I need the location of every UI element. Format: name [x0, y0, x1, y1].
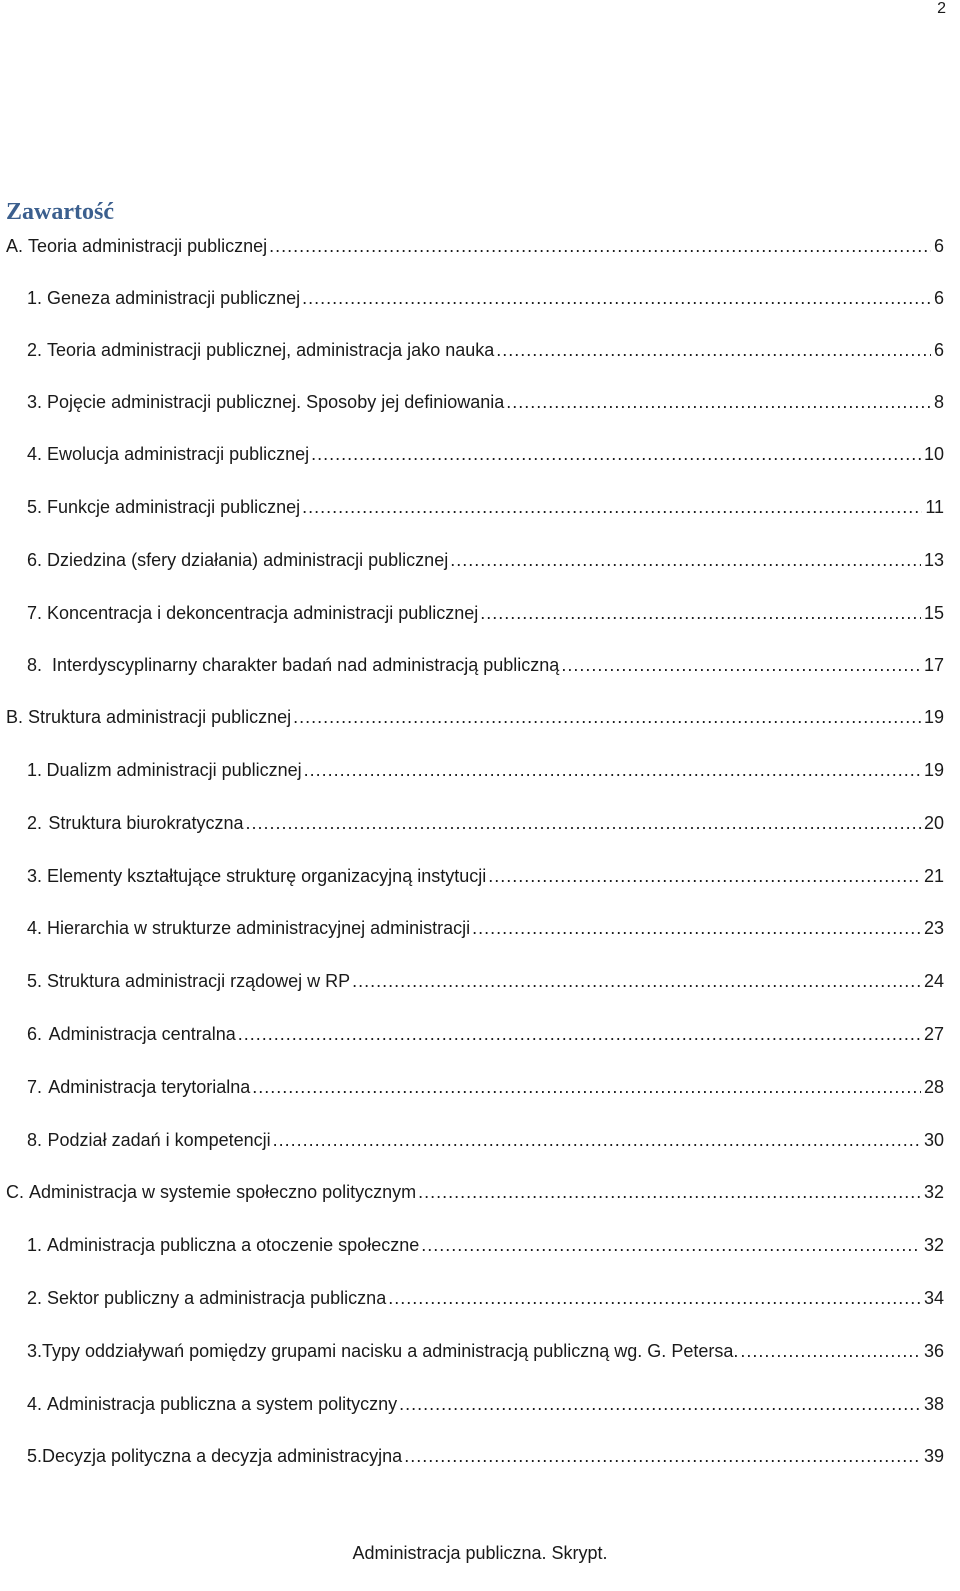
toc-entry-label: Sektor publiczny a administracja publiczna — [47, 1288, 387, 1308]
toc-entry-number: 3. — [27, 866, 43, 886]
toc-entry-dot-leader — [304, 757, 921, 783]
toc-entry-label: Podział zadań i kompetencji — [47, 1130, 271, 1150]
toc-entry-label: Administracja terytorialna — [48, 1077, 251, 1097]
toc-entry-label: Struktura administracji rządowej w RP — [47, 971, 351, 991]
toc-entry-label: Elementy kształtujące strukturę organizacyjną instytucji — [47, 866, 487, 886]
toc-entry-number: 8. — [27, 1130, 43, 1150]
toc-entry[interactable] — [27, 600, 944, 626]
toc-entry[interactable] — [6, 704, 944, 730]
toc-entry-label: Administracja centralna — [48, 1024, 236, 1044]
toc-entry[interactable] — [6, 1179, 944, 1205]
page-footer: Administracja publiczna. Skrypt. — [352, 1543, 608, 1563]
toc-entry-dot-leader — [472, 915, 921, 941]
toc-entry-number: C. — [6, 1182, 24, 1202]
toc-entry-page-number: 15 — [923, 603, 944, 623]
page-number: 2 — [937, 0, 946, 17]
toc-entry-dot-leader — [561, 652, 921, 678]
toc-entry[interactable] — [27, 1074, 944, 1100]
toc-entry-label: Pojęcie administracji publicznej. Sposoby jej definiowania — [47, 392, 505, 412]
toc-entry-page-number: 32 — [923, 1235, 944, 1255]
toc-entry-dot-leader — [450, 547, 921, 573]
toc-entry-number: 6. — [27, 550, 43, 570]
toc-entry-number: 6. — [27, 1024, 43, 1044]
toc-entry-page-number: 30 — [923, 1130, 944, 1150]
toc-entry-dot-leader — [421, 1232, 921, 1258]
toc-entry[interactable] — [27, 810, 944, 836]
toc-entry-dot-leader — [293, 704, 921, 730]
toc-entry-number: 7. — [27, 1077, 43, 1097]
toc-entry-page-number: 36 — [923, 1341, 944, 1361]
toc-entry[interactable] — [27, 389, 944, 415]
toc-entry[interactable] — [27, 1338, 944, 1364]
toc-entry-dot-leader — [302, 494, 922, 520]
toc-entry-label: Geneza administracji publicznej — [47, 288, 301, 308]
toc-entry-label: Decyzja polityczna a decyzja administracyjna — [42, 1446, 403, 1466]
toc-title: Zawartość — [6, 199, 114, 225]
toc-entry-number: B. — [6, 707, 24, 727]
toc-entry-number: 8. — [27, 655, 43, 675]
toc-entry-label: Teoria administracji publicznej, administracja jako nauka — [47, 340, 495, 360]
toc-entry-label: Struktura administracji publicznej — [28, 707, 292, 727]
toc-entry-label: Administracja publiczna a system polityczny — [47, 1394, 398, 1414]
toc-entry[interactable] — [27, 652, 944, 678]
toc-entry-page-number: 11 — [925, 497, 944, 517]
toc-entry-label: Teoria administracji publicznej — [28, 236, 268, 256]
toc-entry-page-number: 6 — [933, 288, 944, 308]
toc-entry[interactable] — [27, 1021, 944, 1047]
toc-entry-dot-leader — [352, 968, 921, 994]
toc-entry-page-number: 6 — [933, 340, 944, 360]
toc-entry-number: 3. — [27, 392, 43, 412]
toc-entry-label: Interdyscyplinarny charakter badań nad administracją publiczną — [52, 655, 560, 675]
toc-entry-number: A. — [6, 236, 24, 256]
toc-entry-number: 1. — [27, 1235, 43, 1255]
toc-entry-label: Administracja publiczna a otoczenie społeczne — [47, 1235, 420, 1255]
toc-entry-page-number: 8 — [933, 392, 944, 412]
toc-entry[interactable] — [27, 915, 944, 941]
toc-entry-page-number: 21 — [923, 866, 944, 886]
toc-entry[interactable] — [27, 1232, 944, 1258]
toc-entry[interactable] — [27, 863, 944, 889]
toc-entry-label: Dualizm administracji publicznej — [46, 760, 302, 780]
toc-entry-number: 5. — [27, 1446, 43, 1466]
toc-entry-number: 3. — [27, 1341, 43, 1361]
toc-entry-label: Ewolucja administracji publicznej — [47, 444, 310, 464]
toc-entry-label: Dziedzina (sfery działania) administracji publicznej — [47, 550, 449, 570]
toc-entry-label: Koncentracja i dekoncentracja administracji publicznej — [47, 603, 479, 623]
toc-entry-dot-leader — [496, 337, 931, 363]
toc-entry-number: 1. — [27, 760, 43, 780]
toc-entry-dot-leader — [399, 1391, 921, 1417]
toc-entry-number: 4. — [27, 1394, 43, 1414]
toc-entry[interactable] — [27, 1127, 944, 1153]
toc-entry-page-number: 24 — [923, 971, 944, 991]
toc-entry-dot-leader — [404, 1443, 921, 1469]
toc-entry-page-number: 19 — [923, 760, 944, 780]
toc-entry-label: Struktura biurokratyczna — [48, 813, 244, 833]
toc-entry[interactable] — [6, 233, 944, 259]
toc-entry[interactable] — [27, 1391, 944, 1417]
toc-entry-separator — [42, 652, 52, 678]
toc-entry[interactable] — [27, 1285, 944, 1311]
toc-entry-dot-leader — [302, 285, 931, 311]
toc-entry[interactable] — [27, 441, 944, 467]
toc-entry[interactable] — [27, 968, 944, 994]
toc-entry-dot-leader — [311, 441, 921, 467]
toc-entry-page-number: 20 — [923, 813, 944, 833]
toc-entry-page-number: 39 — [923, 1446, 944, 1466]
toc-entry-number: 4. — [27, 444, 43, 464]
toc-entry-label: Typy oddziaływań pomiędzy grupami nacisku a administracją publiczną wg. G. Petersa. — [42, 1341, 739, 1361]
toc-entry[interactable] — [27, 494, 944, 520]
toc-entry-dot-leader — [740, 1338, 921, 1364]
toc-entry[interactable] — [27, 757, 944, 783]
toc-entry-page-number: 27 — [923, 1024, 944, 1044]
toc-entry-page-number: 38 — [923, 1394, 944, 1414]
toc-entry-number: 2. — [27, 1288, 43, 1308]
toc-entry-number: 4. — [27, 918, 43, 938]
toc-entry-page-number: 23 — [923, 918, 944, 938]
toc-entry-label: Administracja w systemie społeczno politycznym — [29, 1182, 417, 1202]
toc-entry[interactable] — [27, 1443, 944, 1469]
toc-entry-page-number: 17 — [923, 655, 944, 675]
toc-entry-page-number: 28 — [923, 1077, 944, 1097]
toc-entry-dot-leader — [506, 389, 931, 415]
toc-entry[interactable] — [27, 337, 944, 363]
toc-entry-page-number: 10 — [923, 444, 944, 464]
toc-entry-dot-leader — [388, 1285, 921, 1311]
toc-entry-label: Funkcje administracji publicznej — [47, 497, 301, 517]
toc-entry-dot-leader — [480, 600, 921, 626]
toc-entry-number: 5. — [27, 971, 43, 991]
toc-entry-number: 2. — [27, 340, 43, 360]
toc-entry-page-number: 6 — [933, 236, 944, 256]
toc-entry-page-number: 34 — [923, 1288, 944, 1308]
toc-entry-dot-leader — [488, 863, 921, 889]
toc-entry-dot-leader — [252, 1074, 921, 1100]
toc-entry-number: 5. — [27, 497, 43, 517]
toc-entry-dot-leader — [269, 233, 931, 259]
toc-entry-dot-leader — [273, 1127, 921, 1153]
toc-entry-number: 7. — [27, 603, 43, 623]
toc-entry-page-number: 19 — [923, 707, 944, 727]
toc-entry-page-number: 32 — [923, 1182, 944, 1202]
toc-entry[interactable] — [27, 547, 944, 573]
toc-entry[interactable] — [27, 285, 944, 311]
toc-entry-dot-leader — [418, 1179, 921, 1205]
toc-entry-dot-leader — [238, 1021, 921, 1047]
toc-entry-number: 2. — [27, 813, 43, 833]
toc-entry-number: 1. — [27, 288, 43, 308]
toc-entry-page-number: 13 — [923, 550, 944, 570]
toc-entry-label: Hierarchia w strukturze administracyjnej administracji — [47, 918, 471, 938]
toc-entry-dot-leader — [245, 810, 920, 836]
